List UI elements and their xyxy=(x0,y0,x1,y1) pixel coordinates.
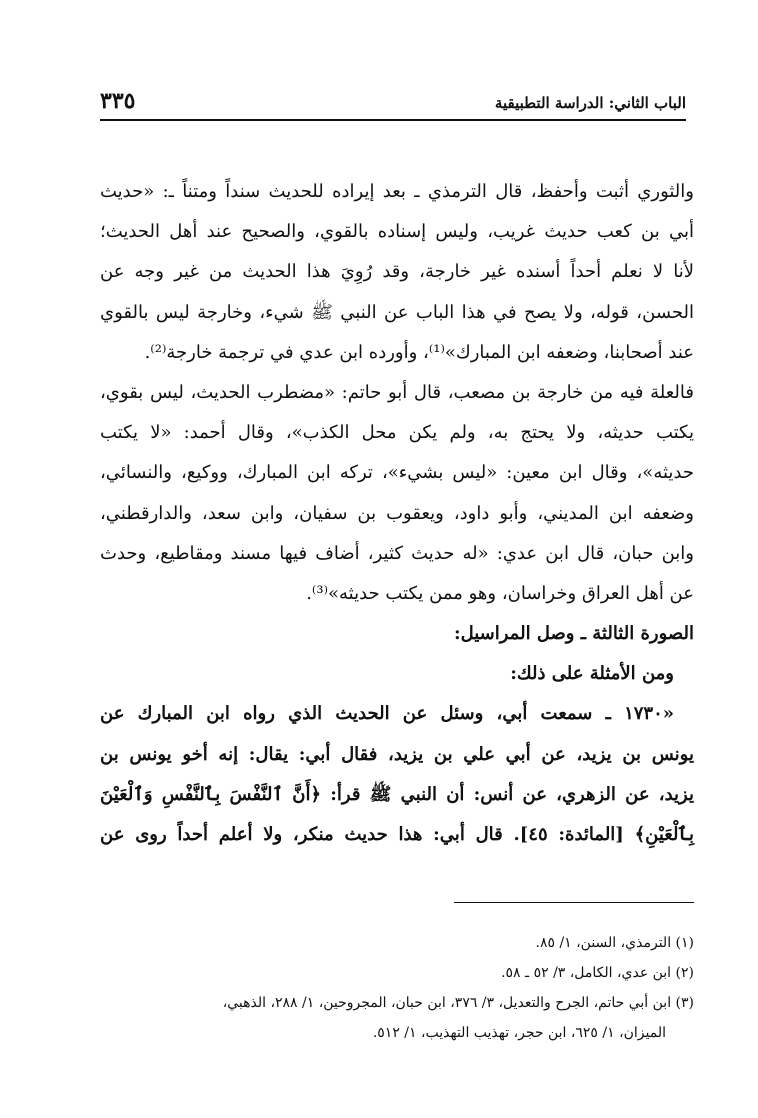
example-line: بِٱلْعَيْنِ﴾ [المائدة: ٤٥]. قال أبي: هذا حديث منكر، ولا أعلم أحداً روى عن xyxy=(100,824,694,845)
footnote: (٣) ابن أبي حاتم، الجرح والتعديل، ٣/ ٣٧٦، ابن حبان، المجروحين، ١/ ٢٨٨، الذهبي، xyxy=(222,995,694,1011)
main-text xyxy=(100,172,694,855)
footnote: (٢) ابن عدي، الكامل، ٣/ ٥٢ ـ ٥٨. xyxy=(501,965,694,981)
footnotes xyxy=(100,928,694,1048)
section-heading: الصورة الثالثة ـ وصل المراسيل: xyxy=(453,623,694,645)
example-line: «١٧٣٠ ـ سمعت أبي، وسئل عن الحديث الذي رواه ابن المبارك عن xyxy=(100,703,674,725)
body-line: لأنا لا نعلم أحداً أسنده غير خارجة، وقد رُوِيَ هذا الحديث من غير وجه عن xyxy=(100,261,694,283)
body-line: فالعلة فيه من خارجة بن مصعب، قال أبو حاتم: «مضطرب الحديث، ليس بقوي، xyxy=(100,381,694,403)
body-line: والثوري أثبت وأحفظ، قال الترمذي ـ بعد إيراده للحديث سنداً ومتناً ـ: «حديث xyxy=(100,181,694,202)
body-line: وابن حبان، قال ابن عدي: «له حديث كثير، أضاف فيها مسند ومقاطيع، وحدث xyxy=(100,542,694,564)
body-line: الحسن، قوله، ولا يصح في هذا الباب عن النبي ﷺ شيء، وخارجة ليس بالقوي xyxy=(100,301,694,323)
body-line: عن أهل العراق وخراسان، وهو ممن يكتب حديثه»⁽³⁾. xyxy=(306,582,694,604)
example-line: يونس بن يزيد، عن أبي علي بن يزيد، فقال أبي: يقال: إنه أخو يونس بن xyxy=(100,743,694,765)
subsection-heading: ومن الأمثلة على ذلك: xyxy=(510,663,674,685)
example-line: يزيد، عن الزهري، عن أنس: أن النبي ﷺ قرأ: ﴿أَنَّ ٱلنَّفْسَ بِٱلنَّفْسِ وَٱلْعَيْنَ xyxy=(100,783,694,805)
body-line: وضعفه ابن المديني، وأبو داود، ويعقوب بن سفيان، وابن سعد، والدارقطني، xyxy=(100,502,694,524)
body-line: عند أصحابنا، وضعفه ابن المبارك»⁽¹⁾، وأورده ابن عدي في ترجمة خارجة⁽²⁾. xyxy=(144,341,694,363)
footnote-continuation: الميزان، ١/ ٦٢٥، ابن حجر، تهذيب التهذيب، ١/ ٥١٢. xyxy=(372,1025,666,1041)
footnote-separator xyxy=(454,902,694,903)
body-line: حديثه»، وقال ابن معين: «ليس بشيء»، تركه ابن المبارك، ووكيع، والنسائي، xyxy=(100,462,694,484)
running-header xyxy=(100,86,686,120)
page-number: ٣٣٥ xyxy=(100,88,136,114)
body-line: يكتب حديثه، ولا يحتج به، ولم يكن محل الكذب»، وقال أحمد: «لا يكتب xyxy=(100,422,694,444)
header-rule xyxy=(100,119,686,121)
chapter-title: الباب الثاني: الدراسة التطبيقية xyxy=(494,94,686,112)
body-line: أبي بن كعب حديث غريب، وليس إسناده بالقوي، والصحيح عند أهل الحديث؛ xyxy=(100,221,694,243)
footnote: (١) الترمذي، السنن، ١/ ٨٥. xyxy=(535,935,694,951)
